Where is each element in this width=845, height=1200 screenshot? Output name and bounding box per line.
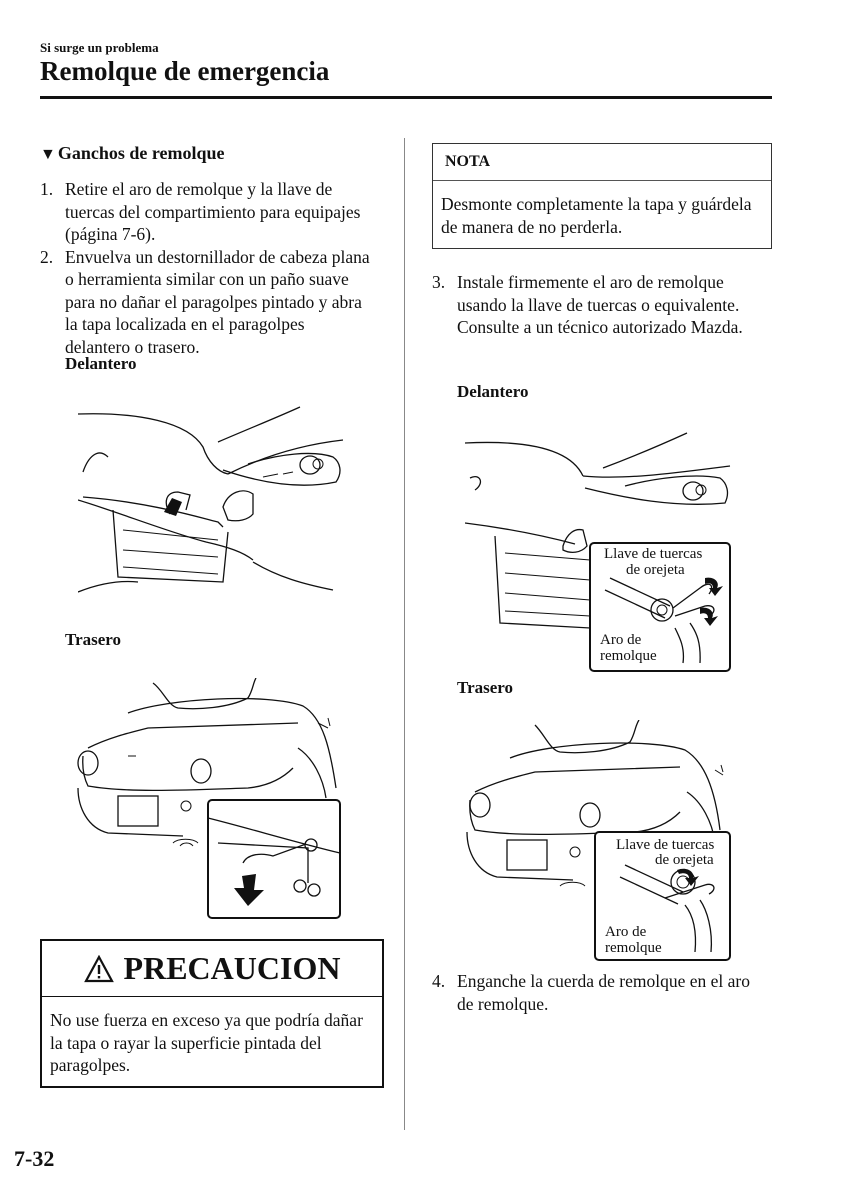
step-item [432,970,767,1015]
step-text: Retire el aro de remolque y la llave de tuercas del compartimiento para equipajes (página 7-6). [65,179,361,244]
section-label: Si surge un problema [40,40,159,55]
section-heading [40,143,225,164]
page-number: 7-32 [14,1146,55,1171]
callout-ring-line1-rear: Aro de [605,924,647,940]
front-tow-hook-install-illustration [465,428,740,673]
right-steps [432,271,767,339]
nota-text: Desmonte completamente la tapa y guárdela de manera de no perderla. [441,194,752,237]
step-number: 2. [40,246,54,267]
step-number: 3. [432,272,446,292]
label-front-left: Delantero [65,354,137,373]
caution-title: PRECAUCION [123,950,341,986]
step-extra-text: Consulte a un técnico autorizado Mazda. [457,317,743,337]
caution-text: No use fuerza en exceso ya que podría dañar la tapa o rayar la superficie pintada del paragolpes. [50,1010,363,1075]
section-heading-text: Ganchos de remolque [57,143,225,163]
callout-wrench-line1: Llave de tuercas [604,546,703,562]
step-text: Enganche la cuerda de remolque en el aro de remolque. [457,971,750,1014]
step-number: 1. [40,179,54,199]
step-item [40,246,370,359]
triangle-bullet-icon: ▼ [40,146,56,163]
step-text: Envuelva un destornillador de cabeza plana o herramienta similar con un paño suave para no dañar el paragolpes pintado y abra la tapa localizada en el paragolpes delantero o trasero. [65,246,370,357]
step-number: 4. [432,971,446,991]
page-title: Remolque de emergencia [40,56,330,86]
callout-wrench-line1-rear: Llave de tuercas [616,837,715,853]
left-steps [40,178,370,358]
callout-wrench-line2: de orejeta [626,562,685,578]
title-rule [40,96,772,99]
caution-box [40,939,384,1088]
callout-ring-line1: Aro de [600,632,642,648]
rear-bumper-cover-illustration [68,678,348,928]
column-divider [404,138,405,1130]
front-bumper-cover-illustration [78,402,348,602]
caution-header [42,941,382,997]
label-front-right: Delantero [457,382,529,401]
warning-triangle-icon [84,955,114,983]
right-step4 [432,970,767,1015]
step-text: Instale firmemente el aro de remolque usando la llave de tuercas o equivalente. [457,272,740,315]
step-item [40,178,370,246]
callout-wrench-line2-rear: de orejeta [655,852,714,868]
label-rear-left: Trasero [65,630,122,649]
step-item [432,271,767,339]
callout-ring-line2: remolque [600,648,657,664]
nota-title: NOTA [433,144,771,181]
nota-box [432,143,772,249]
callout-ring-line2-rear: remolque [605,940,662,956]
rear-tow-hook-install-illustration [465,720,740,965]
label-rear-right: Trasero [457,678,514,697]
